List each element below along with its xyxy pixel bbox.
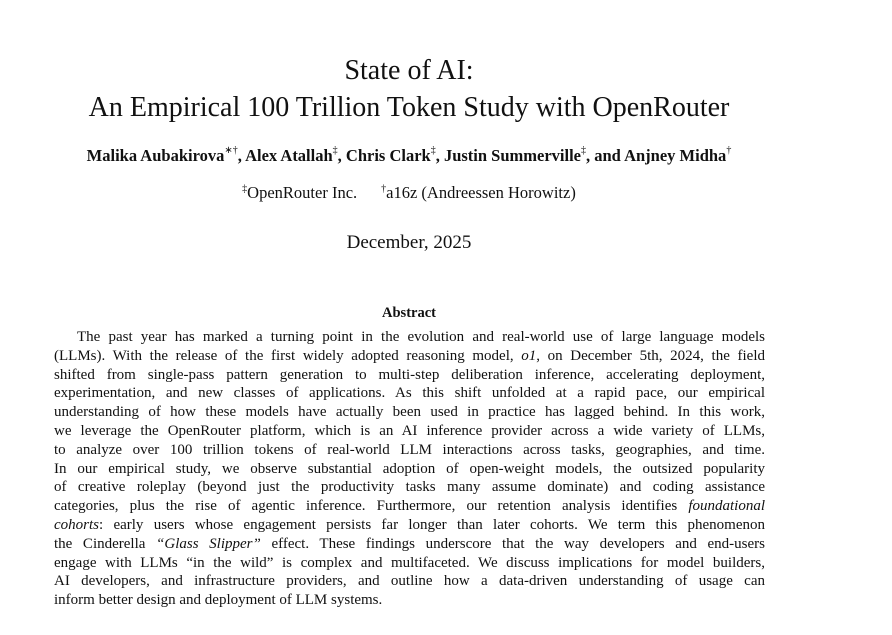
- abstract-line: [54, 403, 765, 422]
- affiliation-name: a16z (Andreessen Horowitz): [386, 183, 576, 202]
- abstract-line: [54, 366, 765, 385]
- abstract-text: of creative roleplay (beyond just the productivity tasks many assume dominate) and coding assistance: [54, 479, 765, 496]
- abstract-text: understanding of how these models have actually been used in practice has lagged behind. In this work,: [54, 404, 765, 421]
- abstract-line: [54, 328, 765, 347]
- abstract-text: shifted from single-pass pattern generation to multi-step deliberation inference, accelerating deployment,: [54, 366, 765, 383]
- title-line-1: State of AI:: [344, 55, 474, 86]
- author-affiliation-mark: ‡: [332, 144, 338, 156]
- abstract-line: [54, 422, 765, 441]
- affiliation-mark: †: [381, 183, 387, 195]
- author-name: Malika Aubakirova: [86, 146, 225, 165]
- author-separator: , and: [586, 146, 625, 165]
- author-name: Alex Atallah: [245, 146, 333, 165]
- abstract-line: [54, 384, 765, 403]
- abstract-line: [54, 441, 765, 460]
- author-affiliation-mark: ∗†: [224, 144, 238, 156]
- abstract-line: [54, 516, 765, 535]
- abstract-line: [54, 497, 765, 516]
- affiliation-mark: ‡: [242, 183, 248, 195]
- abstract-text: effect. These findings underscore that the way developers and end-users: [260, 535, 765, 552]
- title-line-2: An Empirical 100 Trillion Token Study with OpenRouter: [88, 92, 730, 123]
- abstract-text: categories, plus the rise of agentic inference. Furthermore, our retention analysis identifies: [54, 498, 689, 515]
- abstract-italic-text: o1: [521, 347, 537, 364]
- abstract-text: (LLMs). With the release of the first widely adopted reasoning model,: [54, 347, 522, 364]
- abstract-italic-text: cohorts: [54, 516, 99, 533]
- abstract-line: [54, 572, 765, 591]
- abstract-italic-text: foundational: [688, 498, 765, 515]
- abstract-text: AI developers, and infrastructure providers, and outline how a data-driven understanding of usage can: [54, 573, 765, 590]
- abstract-body: [54, 328, 765, 610]
- abstract-text: to analyze over 100 trillion tokens of real-world LLM interactions across tasks, geographies, and time.: [54, 441, 765, 458]
- abstract-text: experimentation, and new classes of applications. As this shift unfolded at a rapid pace, our empirical: [54, 385, 765, 402]
- author-affiliation-mark: †: [726, 144, 732, 156]
- abstract-text: we leverage the OpenRouter platform, which is an AI inference provider across a wide variety of LLMs,: [54, 422, 765, 439]
- abstract-text: engage with LLMs “in the wild” is complex and multifaceted. We discuss implications for model builders,: [54, 554, 765, 571]
- abstract-line: [54, 554, 765, 573]
- author-name: Anjney Midha: [624, 146, 727, 165]
- author-separator: ,: [337, 146, 346, 165]
- abstract-line: [54, 347, 765, 366]
- author-affiliation-mark: ‡: [581, 144, 586, 156]
- abstract-line: [54, 460, 765, 479]
- author-separator: ,: [237, 146, 246, 165]
- abstract-text: inform better design and deployment of LLM systems.: [54, 592, 383, 609]
- affiliation-list: [0, 183, 818, 203]
- author-name: Justin Summerville: [443, 146, 581, 165]
- abstract-text: In our empirical study, we observe substantial adoption of open-weight models, the outsized popularity: [54, 460, 765, 477]
- abstract-line: [54, 591, 765, 610]
- author-name: Chris Clark: [345, 146, 431, 165]
- abstract-text: , on December 5th, 2024, the field: [536, 347, 765, 364]
- publication-date: December, 2025: [346, 232, 472, 253]
- author-list: [0, 146, 818, 166]
- abstract-line: [54, 535, 765, 554]
- paper-title: [0, 52, 818, 126]
- abstract-text: the Cinderella: [54, 535, 157, 552]
- author-separator: ,: [435, 146, 444, 165]
- abstract-text: The past year has marked a turning point in the evolution and real-world use of large language models: [77, 329, 765, 345]
- affiliation-name: OpenRouter Inc.: [247, 183, 358, 202]
- abstract-italic-text: “Glass Slipper”: [156, 535, 261, 552]
- abstract-text: : early users whose engagement persists far longer than later cohorts. We term this phenomenon: [99, 516, 765, 533]
- author-affiliation-mark: ‡: [430, 144, 436, 156]
- abstract-heading: Abstract: [382, 305, 436, 321]
- abstract-line: [54, 478, 765, 497]
